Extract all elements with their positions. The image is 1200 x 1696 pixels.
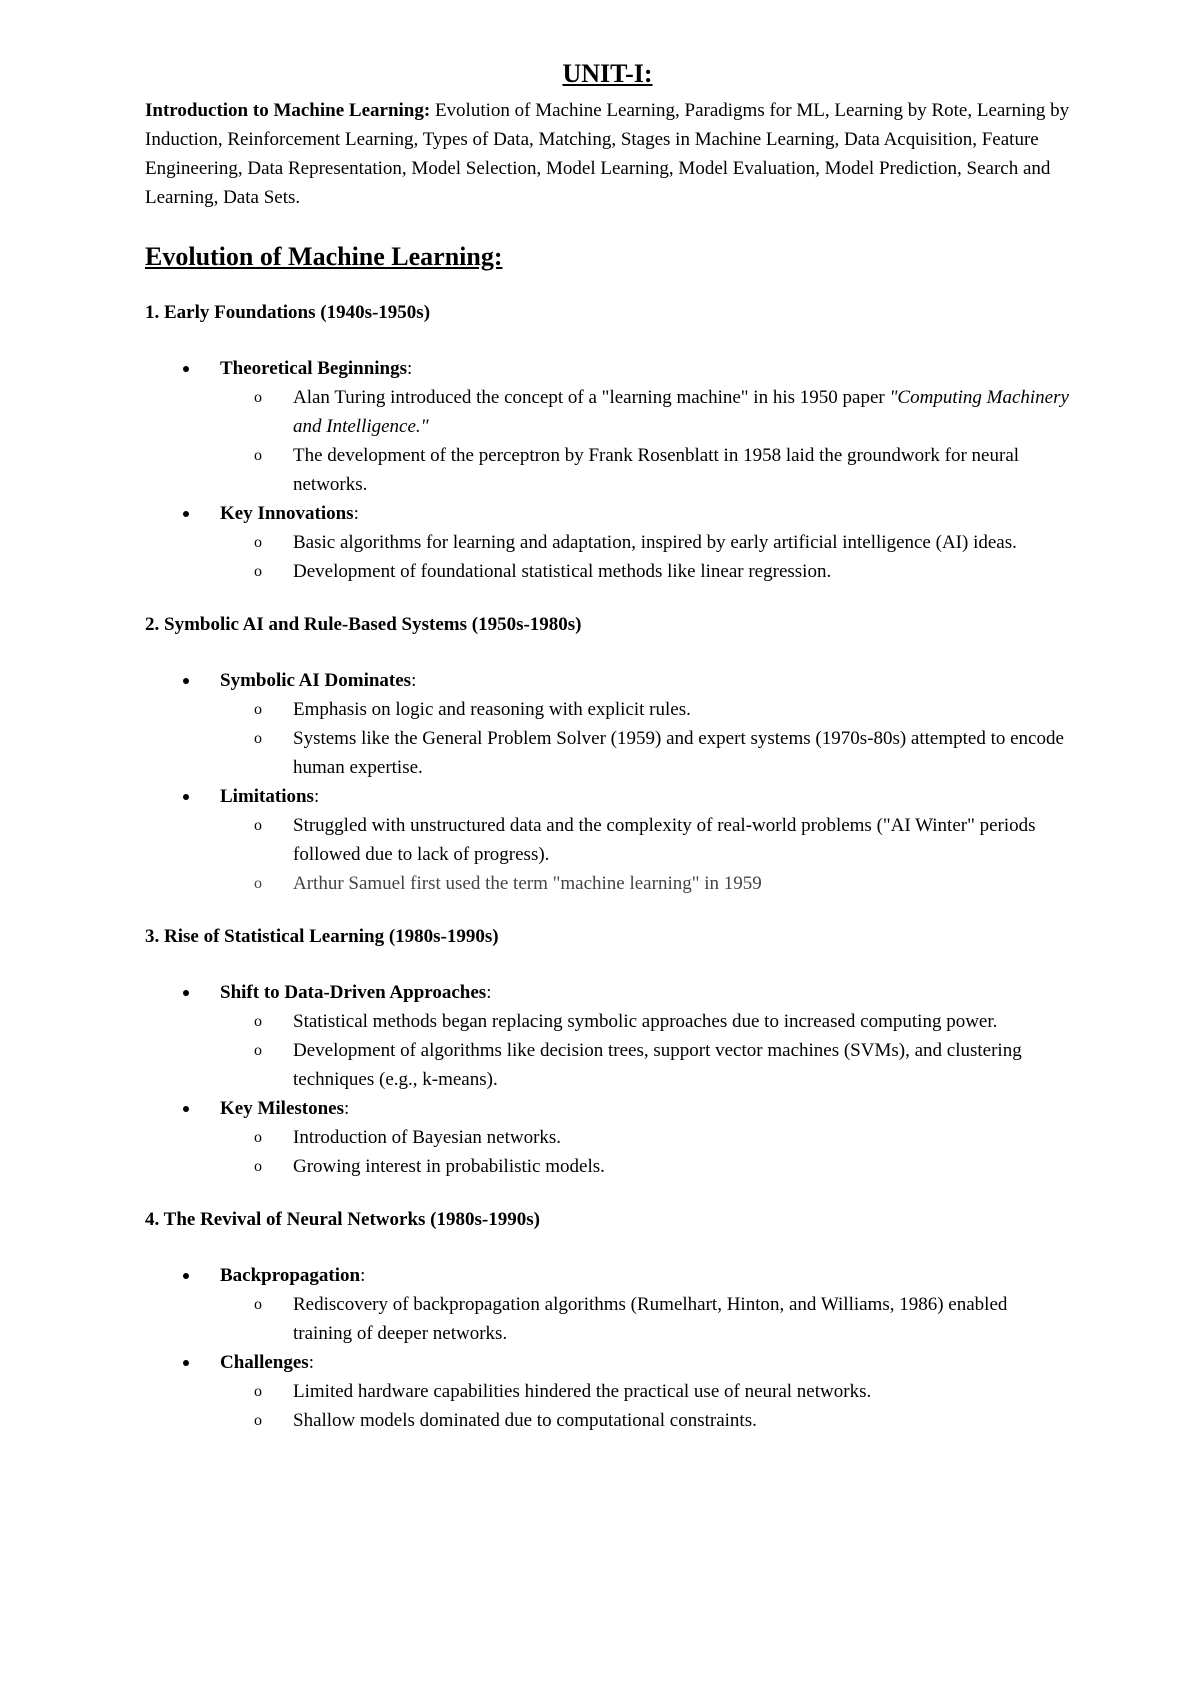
sub-bullet-icon: o xyxy=(254,1158,262,1175)
eras-container xyxy=(145,298,1070,1435)
bullet-label: Limitations xyxy=(220,786,314,807)
era-section xyxy=(145,298,1070,586)
sub-item xyxy=(220,1406,1070,1435)
sub-item-text: Shallow models dominated due to computational constraints. xyxy=(293,1410,757,1431)
sub-bullet-icon: o xyxy=(254,1129,262,1146)
bullet-colon: : xyxy=(411,670,417,691)
sub-bullet-icon: o xyxy=(254,1412,262,1429)
bullet-label: Shift to Data-Driven Approaches xyxy=(220,982,487,1003)
sub-item xyxy=(220,695,1070,724)
sub-item xyxy=(220,557,1070,586)
bullet-item xyxy=(145,978,1070,1094)
bullet-list xyxy=(145,666,1070,898)
bullet-item xyxy=(145,782,1070,898)
bullet-dot-icon xyxy=(183,511,189,517)
sub-item-text: Alan Turing introduced the concept of a "learning machine" in his 1950 paper xyxy=(293,387,890,408)
bullet-label: Symbolic AI Dominates xyxy=(220,670,412,691)
sub-item-text: Development of foundational statistical methods like linear regression. xyxy=(293,561,832,582)
bullet-dot-icon xyxy=(183,1106,189,1112)
sub-bullet-icon: o xyxy=(254,563,262,580)
sub-list xyxy=(220,1007,1070,1094)
sub-bullet-icon: o xyxy=(254,1383,262,1400)
bullet-colon: : xyxy=(486,982,492,1003)
sub-item xyxy=(220,528,1070,557)
sub-item-text: Limited hardware capabilities hindered the practical use of neural networks. xyxy=(293,1381,872,1402)
sub-item-text: Systems like the General Problem Solver (1959) and expert systems (1970s-80s) attempted to encode human expertise. xyxy=(293,728,1064,778)
sub-item xyxy=(220,869,1070,898)
bullet-colon: : xyxy=(313,786,320,807)
bullet-label: Theoretical Beginnings xyxy=(220,358,408,379)
sub-bullet-icon: o xyxy=(254,389,262,406)
sub-item-text: Introduction of Bayesian networks. xyxy=(293,1127,562,1148)
sub-item xyxy=(220,441,1070,499)
era-heading: 1. Early Foundations (1940s-1950s) xyxy=(145,302,431,323)
bullet-label: Key Innovations xyxy=(220,503,354,524)
era-heading: 2. Symbolic AI and Rule-Based Systems (1950s-1980s) xyxy=(145,614,582,635)
bullet-colon: : xyxy=(353,503,359,524)
intro-text: Evolution of Machine Learning, Paradigms for ML, Learning by Rote, Learning by Induction, Reinforcement Learning, Types of Data, Matching, Stages in Machine Learning, Data Acquisition, Feature Engineering, Data Representation, Model Selection, Model Learning, Model Evaluation, Model Prediction, Search and Learning, Data Sets. xyxy=(145,100,1070,208)
sub-bullet-icon: o xyxy=(254,817,262,834)
sub-list xyxy=(220,383,1070,499)
era-heading: 4. The Revival of Neural Networks (1980s-1990s) xyxy=(145,1209,540,1230)
sub-item xyxy=(220,1007,1070,1036)
sub-list xyxy=(220,528,1070,586)
bullet-label: Challenges xyxy=(220,1352,309,1373)
intro-label: Introduction to Machine Learning: xyxy=(145,100,431,121)
bullet-item xyxy=(145,1094,1070,1181)
bullet-dot-icon xyxy=(183,678,189,684)
bullet-dot-icon xyxy=(183,794,189,800)
sub-item-text: Struggled with unstructured data and the complexity of real-world problems ("AI Winter" periods followed due to lack of progress). xyxy=(293,815,1036,865)
section-heading: Evolution of Machine Learning: xyxy=(145,242,503,271)
unit-title: UNIT-I: xyxy=(562,59,653,88)
era-section xyxy=(145,1205,1070,1435)
sub-list xyxy=(220,1123,1070,1181)
bullet-item xyxy=(145,354,1070,499)
sub-list xyxy=(220,695,1070,782)
sub-item-text: Emphasis on logic and reasoning with explicit rules. xyxy=(293,699,691,720)
sub-item-text: Development of algorithms like decision trees, support vector machines (SVMs), and clustering techniques (e.g., k-means). xyxy=(293,1040,1022,1090)
era-heading: 3. Rise of Statistical Learning (1980s-1990s) xyxy=(145,926,499,947)
bullet-item xyxy=(145,666,1070,782)
sub-item-text: The development of the perceptron by Frank Rosenblatt in 1958 laid the groundwork for neural networks. xyxy=(293,445,1020,495)
bullet-colon: : xyxy=(308,1352,314,1373)
bullet-dot-icon xyxy=(183,1273,189,1279)
bullet-dot-icon xyxy=(183,366,189,372)
bullet-colon: : xyxy=(344,1098,350,1119)
bullet-dot-icon xyxy=(183,990,189,996)
bullet-label: Key Milestones xyxy=(220,1098,345,1119)
sub-bullet-icon: o xyxy=(254,875,262,892)
sub-bullet-icon: o xyxy=(254,534,262,551)
sub-item-text: Arthur Samuel first used the term "machine learning" in 1959 xyxy=(293,873,762,894)
sub-item-text: Statistical methods began replacing symbolic approaches due to increased computing power. xyxy=(293,1011,998,1032)
sub-item xyxy=(220,1152,1070,1181)
sub-item xyxy=(220,1123,1070,1152)
sub-bullet-icon: o xyxy=(254,1042,262,1059)
sub-item xyxy=(220,811,1070,869)
sub-item-text: Basic algorithms for learning and adaptation, inspired by early artificial intelligence (AI) ideas. xyxy=(293,532,1017,553)
intro-paragraph xyxy=(145,96,1070,212)
bullet-dot-icon xyxy=(183,1360,189,1366)
sub-bullet-icon: o xyxy=(254,1013,262,1030)
document-page xyxy=(145,58,1070,1435)
era-section xyxy=(145,610,1070,898)
sub-list xyxy=(220,1377,1070,1435)
sub-bullet-icon: o xyxy=(254,701,262,718)
bullet-colon: : xyxy=(407,358,413,379)
sub-bullet-icon: o xyxy=(254,447,262,464)
sub-item-text: Growing interest in probabilistic models. xyxy=(293,1156,605,1177)
sub-list xyxy=(220,1290,1070,1348)
sub-bullet-icon: o xyxy=(254,730,262,747)
sub-item xyxy=(220,724,1070,782)
bullet-list xyxy=(145,978,1070,1181)
sub-item xyxy=(220,1377,1070,1406)
bullet-colon: : xyxy=(360,1265,366,1286)
bullet-list xyxy=(145,354,1070,586)
sub-item-text: Rediscovery of backpropagation algorithms (Rumelhart, Hinton, and Williams, 1986) enabled training of deeper networks. xyxy=(293,1294,1008,1344)
bullet-list xyxy=(145,1261,1070,1435)
bullet-item xyxy=(145,1348,1070,1435)
era-section xyxy=(145,922,1070,1181)
sub-item xyxy=(220,1290,1070,1348)
sub-bullet-icon: o xyxy=(254,1296,262,1313)
sub-list xyxy=(220,811,1070,898)
bullet-label: Backpropagation xyxy=(220,1265,361,1286)
sub-item-italic-title: "Computing Machinery and Intelligence." xyxy=(293,387,1069,437)
sub-item xyxy=(220,383,1070,441)
bullet-item xyxy=(145,499,1070,586)
bullet-item xyxy=(145,1261,1070,1348)
sub-item xyxy=(220,1036,1070,1094)
